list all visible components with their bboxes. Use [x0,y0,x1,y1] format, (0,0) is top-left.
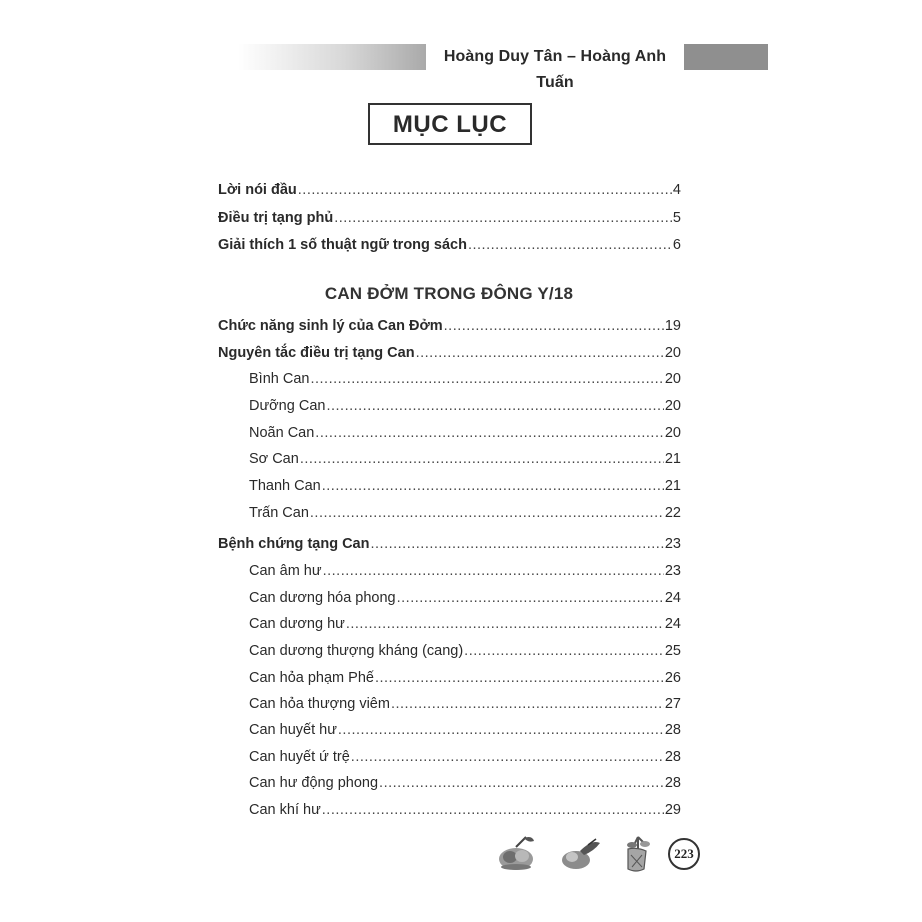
toc-leader-dots [370,534,663,554]
toc-leader-dots [310,503,664,523]
toc-entry-label: Điều trị tạng phủ [218,210,334,226]
toc-entry-page: 26 [664,670,681,686]
toc-entry-label: Bình Can [249,371,310,387]
toc-entry [218,180,681,200]
toc-entry-page: 25 [664,643,681,659]
toc-subentry [249,694,681,714]
toc-entry-page: 20 [664,345,681,361]
toc-entry-label: Thanh Can [249,478,321,494]
toc-leader-dots [322,476,664,496]
toc-entry [218,316,681,336]
toc-entry-page: 24 [664,590,681,606]
toc-entry-label: Chức năng sinh lý của Can Đởm [218,318,443,334]
toc-entry-label: Noãn Can [249,425,315,441]
toc-subentry [249,449,681,469]
toc-leader-dots [375,668,664,688]
toc-entry-page: 5 [672,210,681,226]
toc-entry-label: Can huyết hư [249,722,337,738]
toc-leader-dots [416,343,664,363]
toc-entry-label: Can âm hư [249,563,322,579]
toc-entry [218,235,681,255]
toc-entry-page: 6 [672,237,681,253]
toc-entry-page: 21 [664,478,681,494]
fish-icon [558,833,602,878]
toc-subentry [249,561,681,581]
toc-entry-label: Can dương hư [249,616,345,632]
toc-leader-dots [464,641,664,661]
toc-leader-dots [351,747,664,767]
toc-entry-label: Bệnh chứng tạng Can [218,536,370,552]
toc-subentry [249,476,681,496]
toc-leader-dots [326,396,663,416]
toc-entry [218,534,681,554]
toc-entry-page: 21 [664,451,681,467]
toc-entry-label: Sơ Can [249,451,299,467]
toc-subentry [249,503,681,523]
toc-entry-page: 27 [664,696,681,712]
toc-entry-page: 28 [664,722,681,738]
toc-entry-label: Can hỏa thượng viêm [249,696,390,712]
section-heading: CAN ĐỞM TRONG ĐÔNG Y/18 [324,284,574,303]
toc-subentry [249,641,681,661]
toc-leader-dots [338,720,664,740]
toc-entry-page: 20 [664,398,681,414]
toc-entry-page: 22 [664,505,681,521]
toc-entry-label: Can khí hư [249,802,321,818]
toc-entry-label: Giải thích 1 số thuật ngữ trong sách [218,237,467,253]
toc-leader-dots [315,423,664,443]
toc-subentry [249,773,681,793]
toc-subentry [249,369,681,389]
toc-entry-page: 23 [664,536,681,552]
fruit-bowl-icon [496,833,538,878]
toc-subentry [249,668,681,688]
toc-leader-dots [323,561,664,581]
toc-entry-page: 20 [664,425,681,441]
toc-leader-dots [298,180,672,200]
toc-leader-dots [468,235,672,255]
toc-entry-label: Nguyên tắc điều trị tạng Can [218,345,415,361]
page-number: 223 [668,838,700,870]
toc-entry-page: 4 [672,182,681,198]
toc-entry-label: Trấn Can [249,505,309,521]
toc-subentry [249,800,681,820]
toc-leader-dots [310,369,663,389]
toc-subentry [249,588,681,608]
toc-entry-label: Dưỡng Can [249,398,326,414]
toc-entry [218,343,681,363]
running-header-authors: Hoàng Duy Tân – Hoàng Anh Tuấn [426,44,684,70]
toc-subentry [249,720,681,740]
toc-entry-page: 20 [664,371,681,387]
toc-leader-dots [346,614,664,634]
toc-leader-dots [379,773,664,793]
toc-leader-dots [391,694,664,714]
toc-entry-label: Lời nói đầu [218,182,297,198]
toc-leader-dots [300,449,664,469]
toc-entry-label: Can huyết ứ trệ [249,749,350,765]
toc-leader-dots [334,208,672,228]
toc-entry-page: 24 [664,616,681,632]
toc-subentry [249,614,681,634]
toc-entry-page: 23 [664,563,681,579]
toc-entry-page: 28 [664,775,681,791]
page-title: MỤC LỤC [368,103,532,145]
toc-leader-dots [322,800,664,820]
toc-subentry [249,747,681,767]
toc-entry-page: 29 [664,802,681,818]
toc-entry [218,208,681,228]
toc-entry-page: 28 [664,749,681,765]
toc-entry-label: Can hỏa phạm Phế [249,670,374,686]
toc-subentry [249,396,681,416]
toc-leader-dots [444,316,664,336]
herb-pot-icon [618,833,658,880]
toc-entry-label: Can hư động phong [249,775,379,791]
toc-leader-dots [397,588,664,608]
toc-subentry [249,423,681,443]
toc-entry-label: Can dương thượng kháng (cang) [249,643,464,659]
header-tail-bar [684,44,768,70]
toc-entry-page: 19 [664,318,681,334]
toc-entry-label: Can dương hóa phong [249,590,396,606]
